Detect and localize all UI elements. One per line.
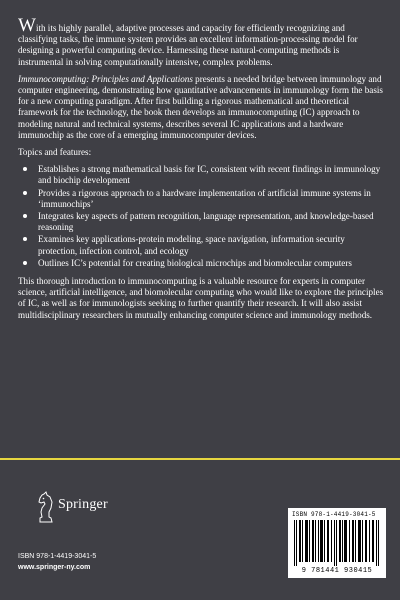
isbn-line: ISBN 978-1-4419-3041-5 [18, 553, 97, 560]
intro-paragraph: With its highly parallel, adaptive processes and capacity for efficiently recognizing and classifying tasks, the immune system provides an excellent information-processing model for designing a powerful computing device. Harnessing these natural-computing methods is instrumental in solving computationally intensive, complex problems. [18, 15, 358, 67]
publisher-name: Springer [58, 497, 108, 512]
list-item-text: Establishes a strong mathematical basis for IC, consistent with recent findings in immunology and biochip development [38, 164, 381, 186]
bullet-icon [23, 261, 27, 265]
back-cover-text [18, 15, 384, 327]
publisher-logo [36, 490, 126, 530]
topics-heading: Topics and features: [18, 147, 92, 158]
barcode-isbn: ISBN 978-1-4419-3041-5 [292, 511, 376, 518]
yellow-divider [0, 458, 400, 460]
barcode [288, 508, 386, 578]
list-item-text: Examines key applications-protein modeling, space navigation, information security protection, infection control, and ecology [38, 234, 345, 256]
description-text: presents a needed bridge between immunology and computer engineering, demonstrating how quantitative advancements in immunology form the basis for a new computing paradigm. After first building a rigorous mathematical and theoretical framework for the technology, the book then develops an immunocomputing (IC) approach to modeling natural and technical systems, describes several IC applications and a hardware immunochip as the core of a emerging immunocomputer devices. [18, 73, 383, 140]
list-item-text: Integrates key aspects of pattern recognition, language representation, and knowledge-based reasoning [38, 211, 374, 233]
list-item [18, 258, 384, 269]
list-item-text: Provides a rigorous approach to a hardware implementation of artificial immune systems in ‘immunochips’ [38, 187, 371, 209]
barcode-bars-icon [294, 520, 380, 566]
description-paragraph [18, 74, 384, 141]
barcode-number: 9 781441 930415 [301, 567, 373, 575]
list-item [18, 211, 384, 233]
list-item [18, 164, 384, 186]
bullet-icon [23, 167, 27, 171]
bullet-icon [23, 237, 27, 241]
chess-knight-icon [36, 490, 56, 524]
book-title: Immunocomputing: Principles and Applications [18, 73, 193, 84]
list-item [18, 188, 384, 210]
list-item-text: Outlines IC’s potential for creating biological microchips and biomolecular computers [38, 257, 352, 268]
list-item [18, 234, 384, 256]
bullet-icon [23, 214, 27, 218]
topics-list [18, 164, 384, 269]
closing-paragraph: This thorough introduction to immunocomputing is a valuable resource for experts in computer science, artificial intelligence, and biomolecular computing who would like to explore the principles of IC, as well as for immunologists seeking to further quantify their research. It will also assist multidisciplinary researchers in mutually enhancing computer science and immunology methods. [18, 276, 384, 320]
publisher-url: www.springer-ny.com [18, 564, 91, 571]
bullet-icon [23, 191, 27, 195]
